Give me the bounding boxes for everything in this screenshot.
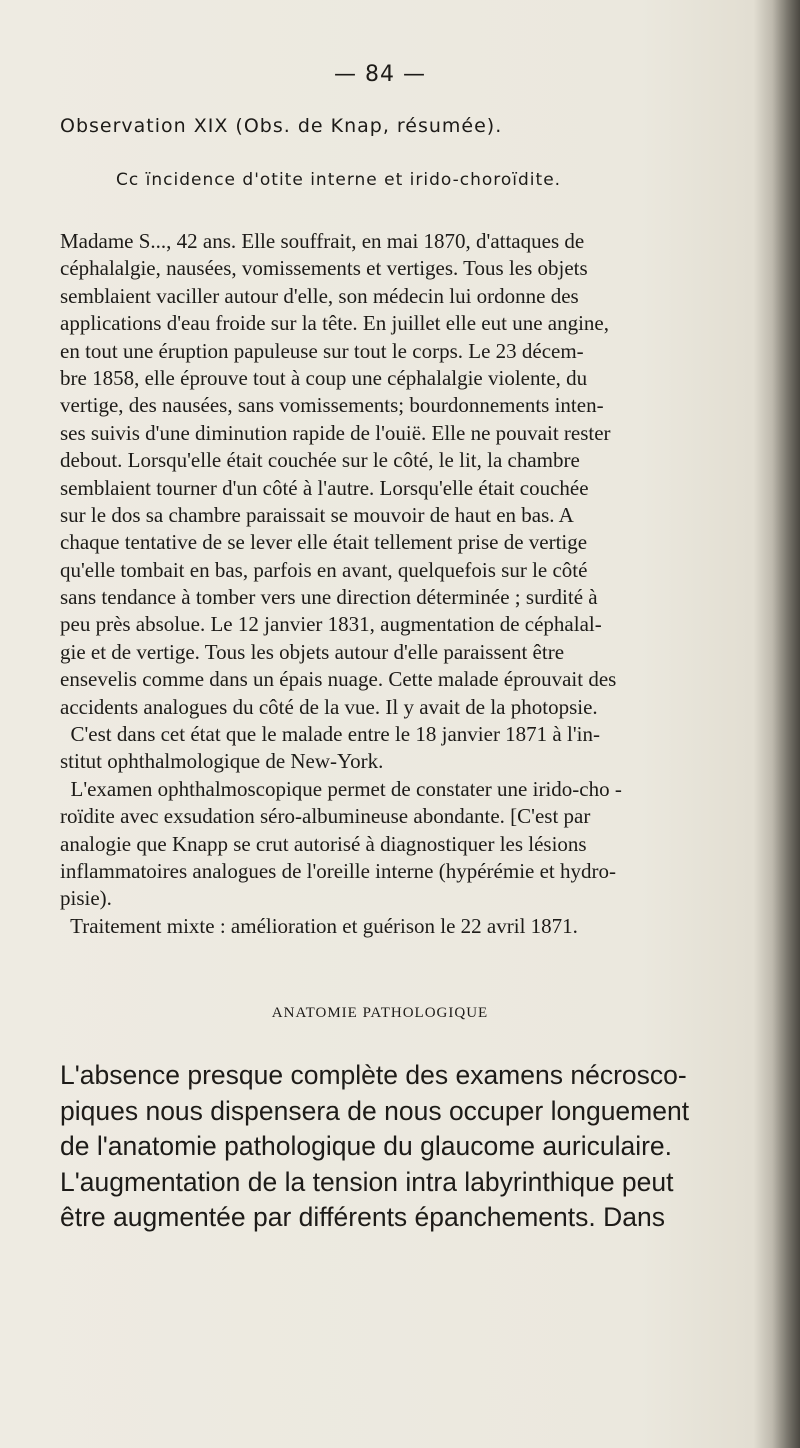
text-line: gie et de vertige. Tous les objets autour d'elle paraissent être <box>60 639 565 664</box>
text-line: qu'elle tombait en bas, parfois en avant, quelquefois sur le côté <box>60 557 588 582</box>
text-line: de l'anatomie pathologique du glaucome auriculaire. <box>60 1131 673 1161</box>
text-line: L'examen ophthalmoscopique permet de constater une irido-cho - <box>60 776 622 801</box>
text-line: en tout une éruption papuleuse sur tout le corps. Le 23 décem- <box>60 338 584 363</box>
text-line: être augmentée par différents épanchements. Dans <box>60 1202 665 1232</box>
text-line: ensevelis comme dans un épais nuage. Cette malade éprouvait des <box>60 667 617 692</box>
text-line: ses suivis d'une diminution rapide de l'ouië. Elle ne pouvait rester <box>60 420 611 445</box>
text-line: vertige, des nausées, sans vomissements; bourdonnements inten- <box>60 393 604 418</box>
section-body <box>60 1058 795 1236</box>
text-line: applications d'eau froide sur la tête. En juillet elle eut une angine, <box>60 311 610 336</box>
text-line: C'est dans cet état que le malade entre le 18 janvier 1871 à l'in- <box>60 722 600 747</box>
text-line: sur le dos sa chambre paraissait se mouvoir de haut en bas. A <box>60 502 574 527</box>
text-line: chaque tentative de se lever elle était tellement prise de vertige <box>60 530 588 555</box>
text-line: Madame S..., 42 ans. Elle souffrait, en mai 1870, d'attaques de <box>60 229 585 253</box>
observation-body <box>60 228 795 940</box>
text-line: L'augmentation de la tension intra labyrinthique peut <box>60 1166 674 1197</box>
text-line: pisie). <box>60 886 112 911</box>
text-line: Traitement mixte : amélioration et guérison le 22 avril 1871. <box>60 913 578 938</box>
text-line: piques nous dispensera de nous occuper longuement <box>60 1095 690 1126</box>
text-line: roïdite avec exsudation séro-albumineuse abondante. [C'est par <box>60 804 591 829</box>
page-number: — 84 — <box>334 62 426 87</box>
text-line: accidents analogues du côté de la vue. Il y avait de la photopsie. <box>60 694 598 719</box>
text-line: stitut ophthalmologique de New-York. <box>60 749 384 774</box>
text-line: semblaient vaciller autour d'elle, son médecin lui ordonne des <box>60 283 579 308</box>
text-line: bre 1858, elle éprouve tout à coup une céphalalgie violente, du <box>60 365 588 390</box>
text-line: peu près absolue. Le 12 janvier 1831, augmentation de céphalal- <box>60 612 602 637</box>
text-line: semblaient tourner d'un côté à l'autre. Lorsqu'elle était couchée <box>60 475 589 500</box>
text-line: L'absence presque complète des examens nécrosco- <box>60 1060 687 1090</box>
text-line: inflammatoires analogues de l'oreille interne (hypérémie et hydro- <box>60 858 616 883</box>
text-line: debout. Lorsqu'elle était couchée sur le côté, le lit, la chambre <box>60 448 580 473</box>
text-line: céphalalgie, nausées, vomissements et vertiges. Tous les objets <box>60 256 588 281</box>
observation-title: Observation XIX (Obs. de Knap, résumée). <box>60 115 503 137</box>
observation-subtitle: Cc ïncidence d'otite interne et irido-choroïdite. <box>116 170 562 190</box>
text-line: sans tendance à tomber vers une direction déterminée ; surdité à <box>60 585 598 610</box>
text-line: analogie que Knapp se crut autorisé à diagnostiquer les lésions <box>60 831 587 856</box>
section-heading: ANATOMIE PATHOLOGIQUE <box>271 1005 489 1021</box>
